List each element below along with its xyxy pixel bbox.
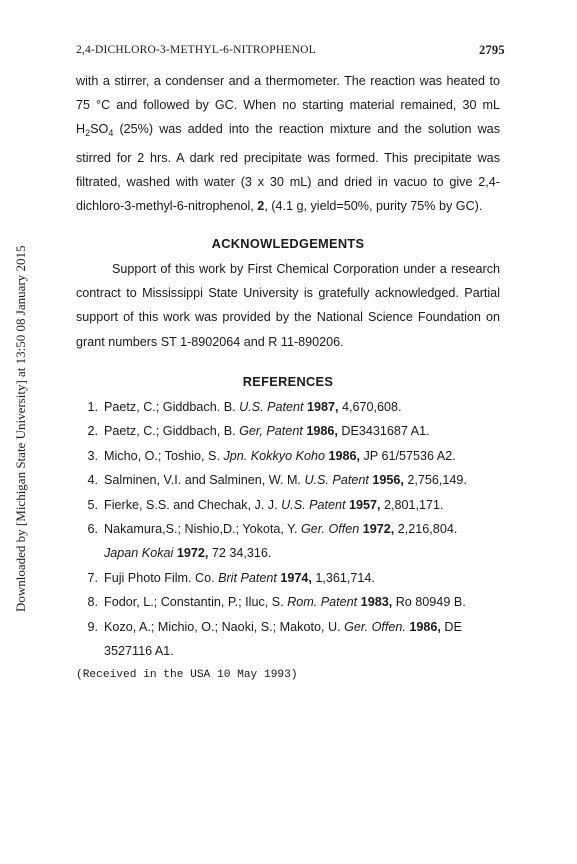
reference-item: 6. Nakamura,S.; Nishio,D.; Yokota, Y. Ger. Offen 1972, 2,216,804. [87, 522, 458, 537]
reference-item: 4. Salminen, V.I. and Salminen, W. M. U.S. Patent 1956, 2,756,149. [87, 473, 467, 488]
acknowledgements-paragraph: Support of this work by First Chemical Corporation under a research contract to Mississippi State University is gratefully acknowledged. Partial support of this work was provided by the National Science Foundation on grant numbers ST 1-8902064 and R 11-890206. [76, 262, 500, 349]
reference-item-continuation: 3527116 A1. [104, 644, 174, 659]
reference-item: 9. Kozo, A.; Michio, O.; Naoki, S.; Makoto, U. Ger. Offen. 1986, DE [87, 619, 462, 634]
reference-item: 1. Paetz, C.; Giddbach. B. U.S. Patent 1987, 4,670,608. [87, 400, 402, 414]
acknowledgements-heading: ACKNOWLEDGEMENTS [211, 236, 365, 251]
procedure-paragraph: with a stirrer, a condenser and a thermometer. The reaction was heated to 75 °C and followed by GC. When no starting material remained, 30 mL $H_2SO_4$ (25%) was added into the reaction mixture and the solution was stirred for 2 hrs. A dark red precipitate was formed. This precipitate was filtrated, washed with water (3 x 30 mL) and dried in vacuo to give 2,4-dichloro-3-methyl-6-nitrophenol, 2, (4.1 g, yield=50%, purity 75% by GC). [76, 74, 500, 214]
reference-list [76, 395, 506, 663]
reference-item-continuation: Japan Kokai 1972, 72 34,316. [104, 546, 272, 561]
reference-item: 7. Fuji Photo Film. Co. Brit Patent 1974, 1,361,714. [87, 570, 375, 585]
reference-item: 5. Fierke, S.S. and Chechak, J. J. U.S. Patent 1957, 2,801,171. [87, 497, 444, 512]
reference-item: 3. Micho, O.; Toshio, S. Jpn. Kokkyo Koho 1986, JP 61/57536 A2. [87, 448, 456, 463]
download-watermark: Downloaded by [Michigan State University] at 13:50 08 January 2015 [13, 245, 28, 612]
page-number: 2795 [479, 43, 505, 57]
running-header-title: 2,4-DICHLORO-3-METHYL-6-NITROPHENOL [76, 44, 316, 56]
references-heading: REFERENCES [242, 374, 334, 389]
reference-item: 8. Fodor, L.; Constantin, P.; Iluc, S. Rom. Patent 1983, Ro 80949 B. [87, 595, 466, 610]
reference-item: 2. Paetz, C.; Giddbach, B. Ger, Patent 1986, DE3431687 A1. [87, 424, 430, 439]
received-date-note: (Received in the USA 10 May 1993) [76, 669, 298, 681]
